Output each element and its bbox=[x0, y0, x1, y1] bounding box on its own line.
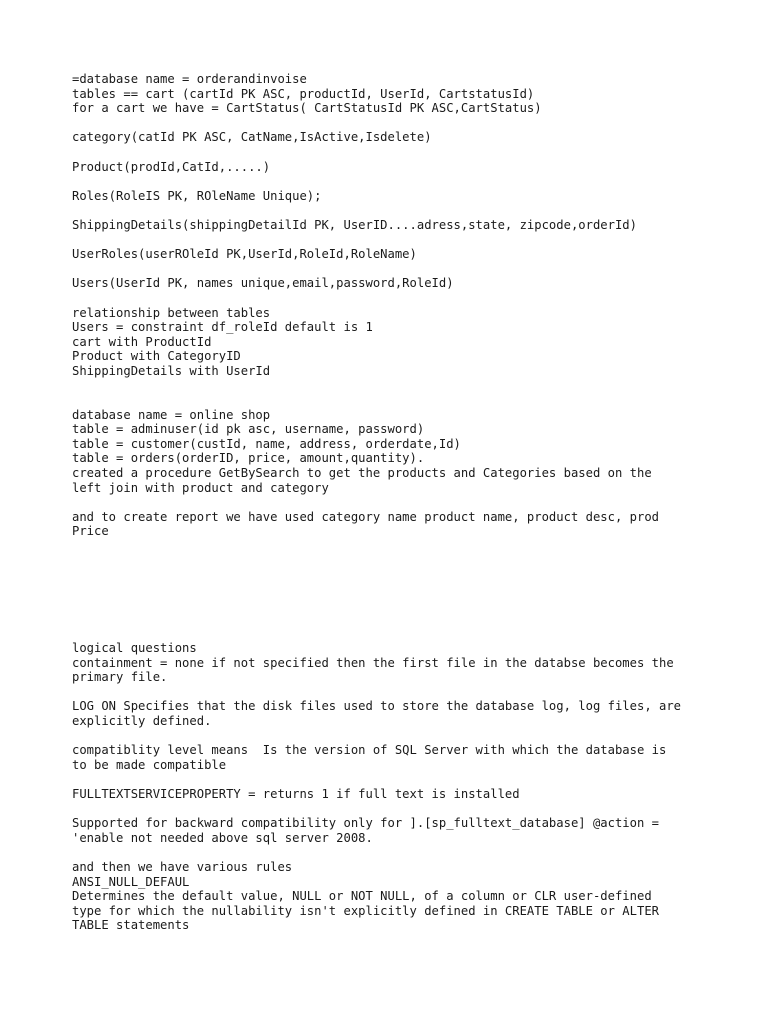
ansi-null-default-line: ANSI_NULL_DEFAUL bbox=[72, 874, 190, 889]
logical-heading: logical questions bbox=[72, 641, 197, 655]
procedure-line: created a procedure GetBySearch to get the products and Categories based on the bbox=[72, 466, 652, 481]
logon-line: LOG ON Specifies that the disk files used to store the database log, log files, are bbox=[72, 699, 682, 714]
online-shop-db-line: database name = online shop bbox=[72, 407, 271, 422]
report-line: and to create report we have used category name product name, product desc, prod bbox=[72, 509, 659, 524]
compat-line-cont: to be made compatible bbox=[72, 757, 227, 772]
cart-status-line: for a cart we have = CartStatus( CartStatusId PK ASC,CartStatus) bbox=[72, 101, 542, 116]
containment-line-cont: primary file. bbox=[72, 670, 168, 685]
report-line-cont: Price bbox=[72, 524, 109, 539]
relationship-line: Users = constraint df_roleId default is 1 bbox=[72, 320, 373, 335]
relationship-line: cart with ProductId bbox=[72, 334, 212, 349]
supported-line-cont: 'enable not needed above sql server 2008. bbox=[72, 830, 373, 845]
orders-table-line: table = orders(orderID, price, amount,quantity). bbox=[72, 451, 425, 466]
relationship-heading: relationship between tables bbox=[72, 305, 271, 320]
category-line: category(catId PK ASC, CatName,IsActive,Isdelete) bbox=[72, 130, 432, 145]
rules-desc-line: TABLE statements bbox=[72, 918, 190, 933]
supported-line: Supported for backward compatibility only for ].[sp_fulltext_database] @action = bbox=[72, 816, 659, 831]
rules-desc-line: Determines the default value, NULL or NOT NULL, of a column or CLR user-defined bbox=[72, 889, 652, 904]
rules-desc-line: type for which the nullability isn't explicitly defined in CREATE TABLE or ALTER bbox=[72, 903, 659, 918]
roles-line: Roles(RoleIS PK, ROleName Unique); bbox=[72, 188, 322, 203]
rules-heading: and then we have various rules bbox=[72, 859, 293, 874]
logon-line-cont: explicitly defined. bbox=[72, 713, 212, 728]
procedure-line-cont: left join with product and category bbox=[72, 480, 329, 495]
product-line: Product(prodId,CatId,.....) bbox=[72, 159, 271, 174]
fulltext-line: FULLTEXTSERVICEPROPERTY = returns 1 if full text is installed bbox=[72, 786, 520, 801]
adminuser-table-line: table = adminuser(id pk asc, username, password) bbox=[72, 422, 425, 437]
relationship-line: Product with CategoryID bbox=[72, 349, 241, 364]
customer-table-line: table = customer(custId, name, address, orderdate,Id) bbox=[72, 436, 461, 451]
shipping-line: ShippingDetails(shippingDetailId PK, UserID....adress,state, zipcode,orderId) bbox=[72, 217, 637, 232]
cart-table-line: tables == cart (cartId PK ASC, productId, UserId, CartstatusId) bbox=[72, 86, 535, 101]
compat-line: compatiblity level means Is the version of SQL Server with which the database is bbox=[72, 743, 667, 758]
db-name-line: =database name = orderandinvoise bbox=[72, 72, 307, 86]
relationship-line: ShippingDetails with UserId bbox=[72, 363, 271, 378]
containment-line: containment = none if not specified then the first file in the databse becomes the bbox=[72, 655, 674, 670]
users-line: Users(UserId PK, names unique,email,password,RoleId) bbox=[72, 276, 454, 291]
userroles-line: UserRoles(userROleId PK,UserId,RoleId,RoleName) bbox=[72, 247, 417, 262]
document-body bbox=[72, 72, 712, 933]
